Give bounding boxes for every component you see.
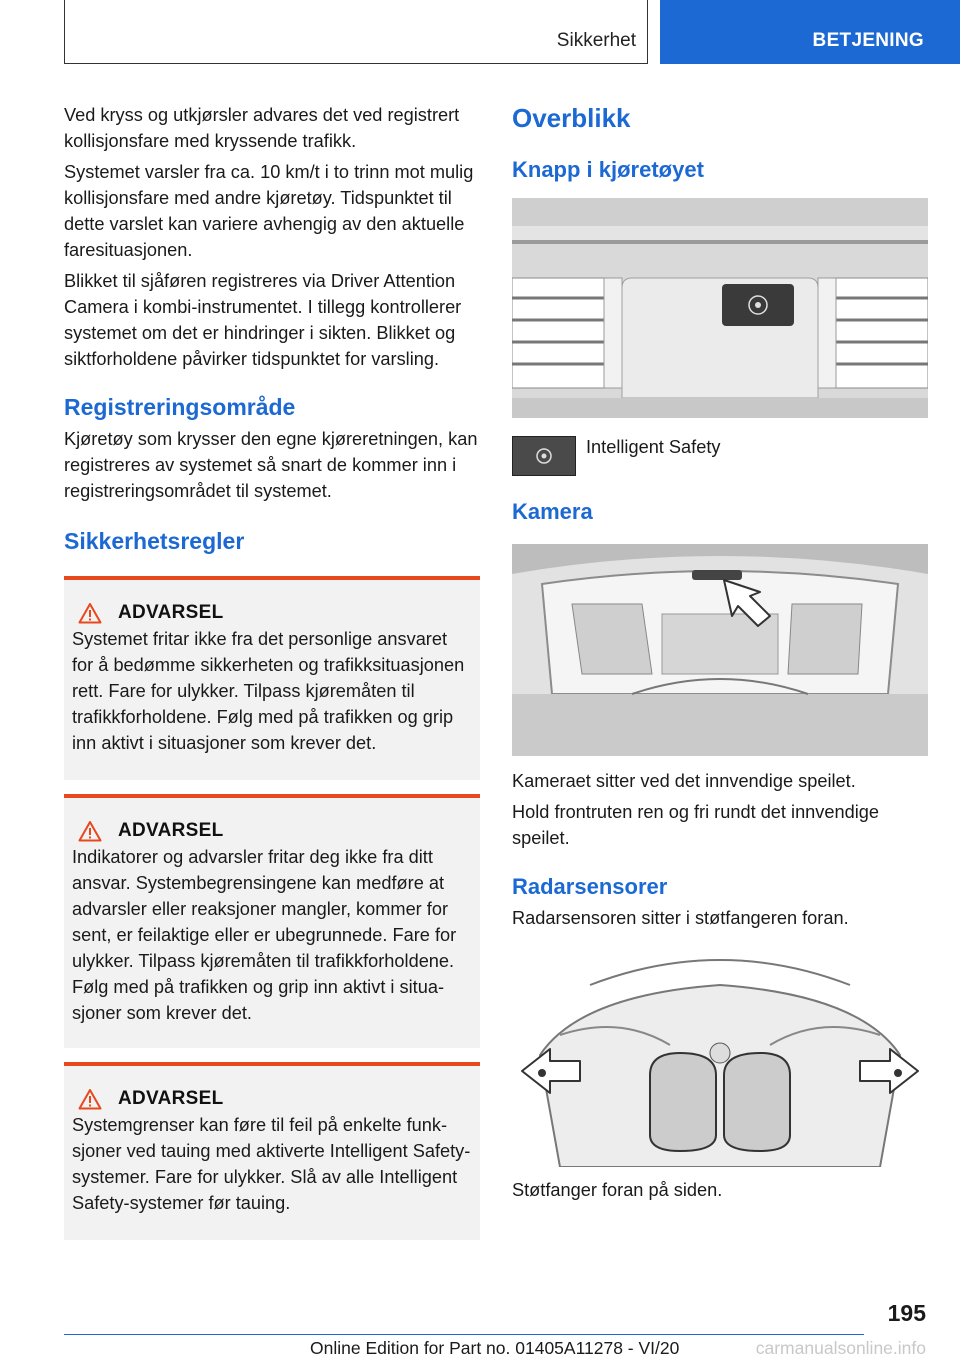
button-legend-row bbox=[512, 436, 928, 476]
heading-overview: Overblikk bbox=[512, 103, 631, 133]
warning-triangle-icon bbox=[78, 820, 102, 842]
warning-box bbox=[64, 794, 480, 1048]
header-chapter-label: BETJENING bbox=[812, 30, 924, 51]
image-radar-bumper bbox=[520, 945, 920, 1167]
heading-button-in-vehicle: Knapp i kjøretøyet bbox=[512, 157, 704, 182]
car-interior-illustration bbox=[512, 544, 928, 756]
heading-camera: Kamera bbox=[512, 499, 593, 524]
warning-text: Systemet fritar ikke fra det personlige ansvaret for å bedømme sikkerheten og trafikksituasjonen rett. Fare for ulykker. Tilpass kjøremåten til trafikkforholdene. Følg med på trafikken og grip inn aktivt i situasjoner som krever det. bbox=[72, 629, 465, 753]
paragraph-camera-location: Kameraet sitter ved det innvendige speilet. bbox=[512, 771, 856, 791]
warning-box bbox=[64, 576, 480, 780]
warning-triangle-icon bbox=[78, 602, 102, 624]
paragraph-driver-attention: Blikket til sjåføren registreres via Driver Attention Camera i kombi-instrumentet. I tillegg kontrollerer systemet om det er hindringer i sikten. Blikket og siktforholdene påvirker tidspunktet for varsling. bbox=[64, 271, 462, 369]
warning-text: Systemgrenser kan føre til feil på enkelte funksjoner ved tauing med aktiverte Intelligent Safety-systemer. Fare for ulykker. Slå av alle Intelligent Safety-systemer før tauing. bbox=[72, 1115, 471, 1213]
warning-title: ADVARSEL bbox=[118, 1088, 224, 1109]
right-column bbox=[512, 102, 928, 1208]
warning-triangle-icon bbox=[78, 1088, 102, 1110]
heading-safety-rules: Sikkerhetsregler bbox=[64, 528, 245, 554]
header-chapter-tab bbox=[660, 0, 960, 64]
warning-title: ADVARSEL bbox=[118, 602, 224, 623]
paragraph-radar-location: Radarsensoren sitter i støtfangeren foran. bbox=[512, 908, 849, 928]
heading-radar-sensors: Radarsensorer bbox=[512, 874, 668, 899]
paragraph-camera-keep-clean: Hold frontruten ren og fri rundt det innvendige speilet. bbox=[512, 802, 880, 848]
heading-registration-area: Registreringsområde bbox=[64, 394, 296, 420]
footer-divider bbox=[64, 1334, 864, 1335]
paragraph-warning-stages: Systemet varsler fra ca. 10 km/t i to trinn mot mulig kollisjonsfare med andre kjøretøy. Tidspunktet til dette varslet kan variere avhengig av den aktuelle faresituasjonen. bbox=[64, 162, 474, 260]
warning-text: Indikatorer og advarsler fritar deg ikke fra ditt ansvar. Systembegrensingene kan medføre at advarsler eller reaksjoner mangler, kommer for sent, er feilaktige eller er ubegrunnede. Fare for ulykker. Tilpass kjøremåten til trafikkforholdene. Følg med på trafikken og grip inn aktivt i situasjoner som krever det. bbox=[72, 847, 457, 1023]
page-number: 195 bbox=[887, 1300, 926, 1326]
left-column bbox=[64, 102, 480, 1240]
paragraph-intersection: Ved kryss og utkjørsler advares det ved registrert kollisjonsfare med kryssende trafikk. bbox=[64, 105, 460, 151]
header-section-title: Sikkerhet bbox=[556, 30, 636, 51]
warning-title: ADVARSEL bbox=[118, 820, 224, 841]
paragraph-registration-area: Kjøretøy som krysser den egne kjøreretningen, kan registreres av systemet så snart de kommer inn i registreringsområdet til systemet. bbox=[64, 429, 478, 501]
intelligent-safety-button-icon bbox=[512, 436, 576, 476]
image-dashboard-button bbox=[512, 198, 928, 418]
image-camera-interior bbox=[512, 544, 928, 756]
dashboard-vents-illustration bbox=[512, 198, 928, 418]
button-legend-label: Intelligent Safety bbox=[586, 437, 721, 457]
paragraph-radar-caption: Støtfanger foran på siden. bbox=[512, 1180, 723, 1200]
footer-edition: Online Edition for Part no. 01405A11278 - VI/20 bbox=[310, 1338, 680, 1358]
warning-box bbox=[64, 1062, 480, 1240]
car-front-bumper-illustration bbox=[520, 945, 920, 1167]
footer-watermark: carmanualsonline.info bbox=[755, 1338, 926, 1358]
